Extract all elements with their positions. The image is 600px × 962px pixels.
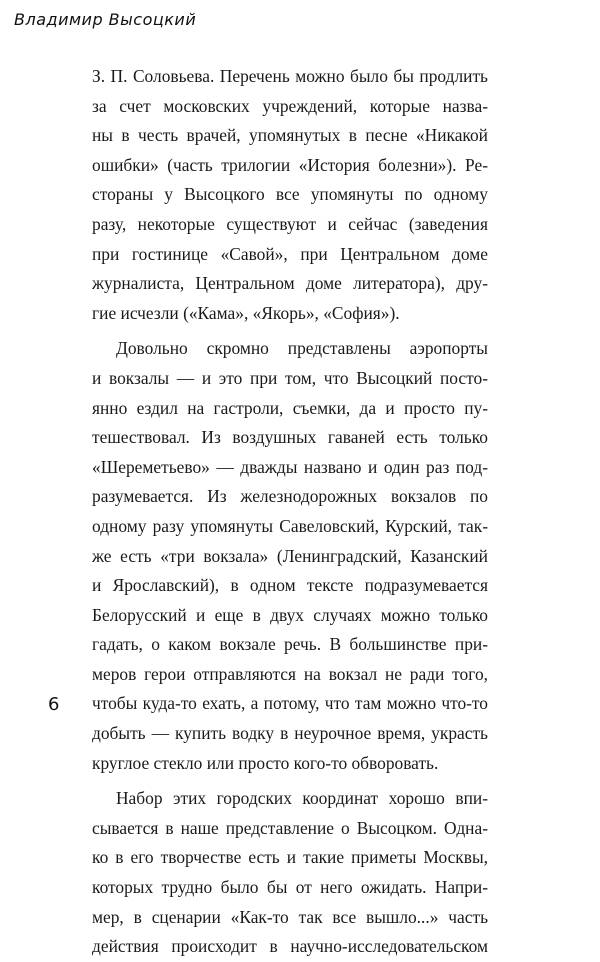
- text-line: сывается в наше представление о Высоцком. Одна-: [92, 817, 488, 838]
- text-line: Довольно скромно представлены аэропорты: [116, 338, 488, 359]
- paragraph: [92, 784, 488, 962]
- text-line: и Ярославский), в одном тексте подразумевается: [92, 575, 488, 596]
- text-line: мер, в сценарии «Как-то так все вышло...» часть: [92, 906, 488, 927]
- text-line: ко в его творчестве есть и такие приметы Москвы,: [92, 847, 488, 868]
- text-line: которых трудно было бы от него ожидать. Напри-: [92, 877, 488, 898]
- text-line: ошибки» (часть трилогии «История болезни»). Ре-: [92, 154, 488, 175]
- paragraph: [92, 334, 488, 778]
- running-head: Владимир Высоцкий: [14, 10, 197, 29]
- text-line: чтобы куда-то ехать, а потому, что там можно что-то: [92, 693, 488, 714]
- text-line: за счет московских учреждений, которые назва-: [92, 95, 488, 116]
- page-number: 6: [48, 694, 60, 715]
- paragraph: [92, 62, 488, 328]
- text-line: журналиста, Центральном доме литератора), дру-: [92, 273, 488, 294]
- text-line: же есть «три вокзала» (Ленинградский, Казанский: [92, 545, 488, 566]
- body-text: [92, 62, 488, 962]
- text-line: меров герои отправляются на вокзал не ради того,: [92, 663, 488, 684]
- text-line: действия происходит в научно-исследовательском: [92, 936, 488, 957]
- text-line: добыть — купить водку в неурочное время, украсть: [92, 723, 488, 744]
- text-line: Набор этих городских координат хорошо впи-: [116, 788, 488, 809]
- text-line: Белорусский и еще в двух случаях можно только: [92, 604, 488, 625]
- text-line: ны в честь врачей, упомянутых в песне «Никакой: [92, 125, 488, 146]
- text-line: разу, некоторые существуют и сейчас (заведения: [92, 213, 488, 234]
- text-line: З. П. Соловьева. Перечень можно было бы продлить: [92, 66, 488, 86]
- text-line: одному разу упомянуты Савеловский, Курский, так-: [92, 515, 488, 536]
- text-line: тешествовал. Из воздушных гаваней есть только: [92, 427, 488, 448]
- text-line: стораны у Высоцкого все упомянуты по одному: [92, 184, 488, 205]
- text-line: круглое стекло или просто кого-то обворовать.: [92, 752, 439, 773]
- text-line: гадать, о каком вокзале речь. В большинстве при-: [92, 634, 488, 655]
- text-line: и вокзалы — и это при том, что Высоцкий посто-: [92, 367, 488, 388]
- text-line: разумевается. Из железнодорожных вокзалов по: [92, 486, 488, 507]
- text-line: при гостинице «Савой», при Центральном доме: [92, 243, 488, 264]
- text-line: янно ездил на гастроли, съемки, да и просто пу-: [92, 397, 488, 418]
- text-line: гие исчезли («Кама», «Якорь», «София»).: [92, 302, 400, 323]
- text-line: «Шереметьево» — дважды названо и один раз под-: [92, 456, 488, 477]
